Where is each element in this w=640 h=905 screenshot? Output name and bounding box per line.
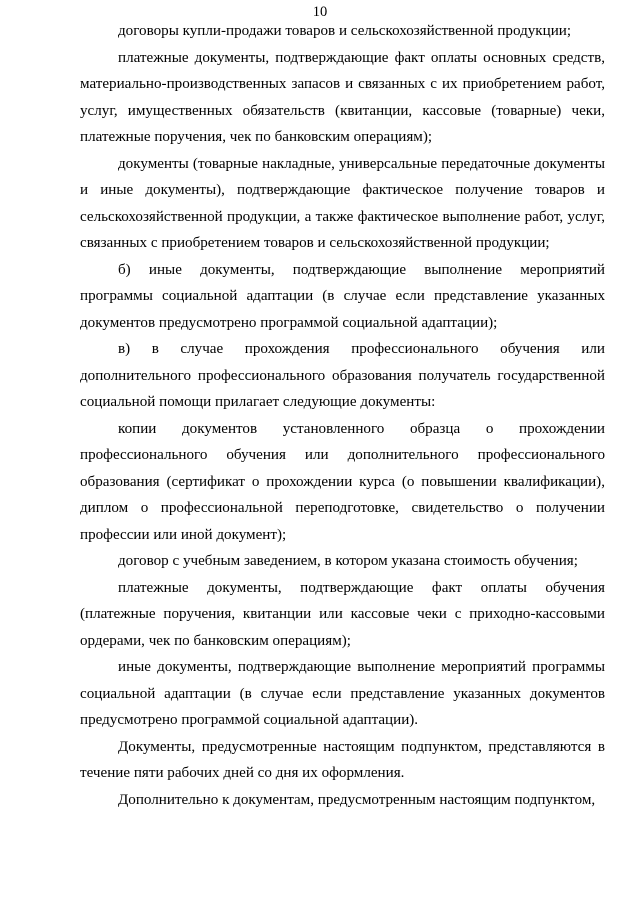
paragraph-item-v: в) в случае прохождения профессионального обучения или дополнительного профессионального образования получатель государственной социальной помощи прилагает следующие документы:	[80, 341, 605, 410]
paragraph-additionally: Дополнительно к документам, предусмотренным настоящим подпунктом,	[118, 791, 596, 808]
paragraph-submission-deadline: Документы, предусмотренные настоящим подпунктом, представляются в течение пяти рабочих дней со дня их оформления.	[80, 738, 605, 781]
paragraph-payment-documents: платежные документы, подтверждающие факт оплаты основных средств, материально-производственных запасов и связанных с их приобретением работ, услуг, имущественных обязательств (квитанции, кассовые (товарные) чеки, платежные поручения, чек по банковским операциям);	[80, 49, 605, 145]
paragraph-other-documents: иные документы, подтверждающие выполнение мероприятий программы социальной адаптации (в случае если представление указанных документов предусмотрено программой социальной адаптации).	[80, 659, 605, 728]
page-number: 10	[312, 4, 328, 20]
paragraph-sales-contracts: договоры купли-продажи товаров и сельскохозяйственной продукции;	[118, 23, 572, 39]
paragraph-education-contract: договор с учебным заведением, в котором указана стоимость обучения;	[118, 553, 578, 569]
document-body	[80, 18, 605, 813]
paragraph-training-payment: платежные документы, подтверждающие факт оплаты обучения (платежные поручения, квитанции или кассовые чеки с приходно-кассовыми ордерами, чек по банковским операциям);	[80, 579, 605, 649]
paragraph-item-b: б) иные документы, подтверждающие выполнение мероприятий программы социальной адаптации (в случае если представление указанных документов предусмотрено программой социальной адаптации);	[80, 261, 605, 331]
paragraph-training-certificates: копии документов установленного образца о прохождении профессионального обучения или дополнительного профессионального образования (сертификат о прохождении курса (о повышении квалификации), диплом о профессиональной переподготовке, свидетельство о получении профессии или иной документ);	[80, 420, 605, 543]
paragraph-delivery-documents: документы (товарные накладные, универсальные передаточные документы и иные документы), подтверждающие фактическое получение товаров и сельскохозяйственной продукции, а также фактическое выполнение работ, услуг, связанных с приобретением товаров и сельскохозяйственной продукции;	[80, 155, 605, 251]
